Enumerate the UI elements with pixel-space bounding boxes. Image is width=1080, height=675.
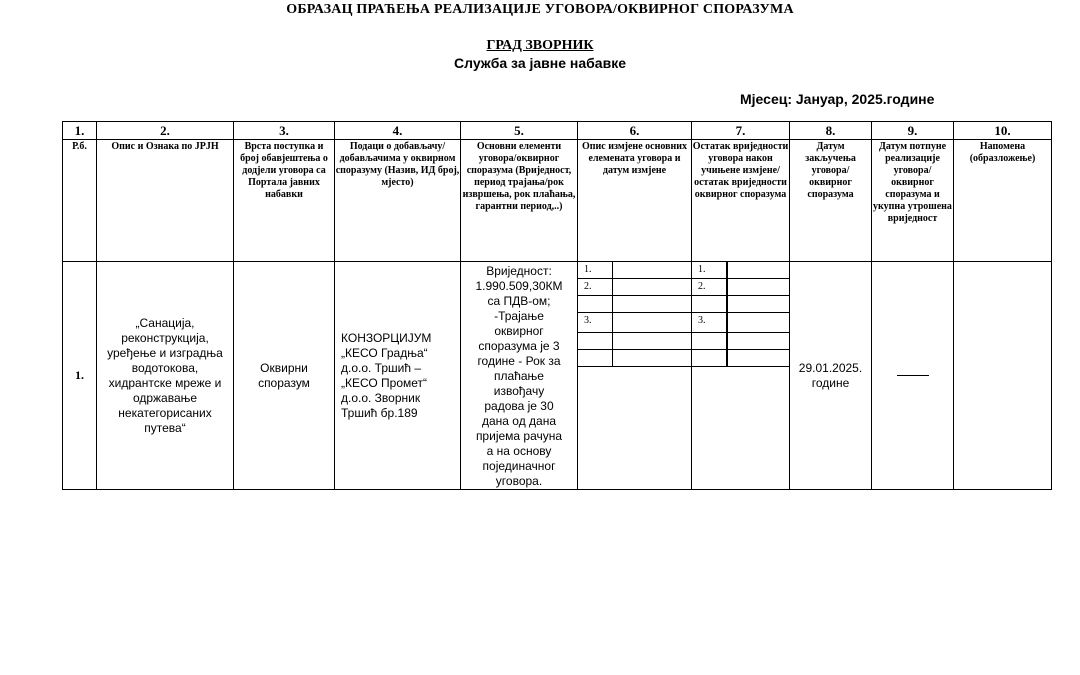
changes-subtable bbox=[578, 262, 691, 367]
header-changes: Опис измјене основних елемената уговора и датум измјене bbox=[578, 140, 692, 262]
column-number: 6. bbox=[578, 122, 692, 140]
column-number-row bbox=[63, 122, 1052, 140]
remainder-item-label: 2. bbox=[692, 279, 727, 296]
column-number: 2. bbox=[97, 122, 234, 140]
header-supplier: Подаци о добављачу/ добављачима у оквирном споразуму (Назив, ИД број, мјесто) bbox=[335, 140, 461, 262]
column-number: 7. bbox=[692, 122, 790, 140]
column-number: 9. bbox=[872, 122, 954, 140]
header-rb: Р.б. bbox=[63, 140, 97, 262]
city-name: ГРАД ЗВОРНИК bbox=[486, 38, 594, 53]
change-item-label bbox=[578, 350, 613, 367]
change-item-label: 3. bbox=[578, 313, 613, 333]
remainder-item-label bbox=[692, 350, 727, 367]
row-elements: Вриједност: 1.990.509,30КМ са ПДВ-ом; -Трајање оквирног споразума је 3 године - Рок за плаћање извођачу радова је 30 дана од дана пријема рачуна а на основу појединачног уговора. bbox=[461, 262, 578, 490]
change-item-label: 1. bbox=[578, 262, 613, 279]
header-elements: Основни елементи уговора/оквирног споразума (Вриједност, период трајања/рок извршења, рок плаћања, гарантни период,..) bbox=[461, 140, 578, 262]
remainder-item-label: 1. bbox=[692, 262, 727, 279]
change-item-label: 2. bbox=[578, 279, 613, 296]
row-remainder bbox=[692, 262, 790, 490]
column-number: 3. bbox=[234, 122, 335, 140]
column-number: 10. bbox=[954, 122, 1052, 140]
remainder-item-label bbox=[692, 333, 727, 350]
row-description: „Санација, реконструкција, уређење и изградња водотокова, хидрантске мреже и одржавање некатегорисаних путева“ bbox=[97, 262, 234, 490]
month-label: Мјесец: Јануар, 2025.године bbox=[740, 91, 935, 107]
remainder-item-label bbox=[692, 296, 727, 313]
change-item-label bbox=[578, 333, 613, 350]
header-date-concluded: Датум закључења уговора/ оквирног споразума bbox=[790, 140, 872, 262]
header-description: Опис и Ознака по ЈРЈН bbox=[97, 140, 234, 262]
column-number: 8. bbox=[790, 122, 872, 140]
row-procedure: Оквирни споразум bbox=[234, 262, 335, 490]
row-note bbox=[954, 262, 1052, 490]
row-supplier: КОНЗОРЦИЈУМ „КЕСО Градња“ д.о.о. Тршић – „КЕСО Промет“ д.о.о. Зворник Тршић бр.189 bbox=[335, 262, 461, 490]
remainder-item-label: 3. bbox=[692, 313, 727, 333]
header-procedure: Врста поступка и број обавјештења о додјели уговора са Портала јавних набавки bbox=[234, 140, 335, 262]
remainder-subtable bbox=[692, 262, 789, 367]
row-number: 1. bbox=[63, 262, 97, 490]
header-remainder: Остатак вриједности уговора након учињене измјене/остатак вриједности оквирног споразума bbox=[692, 140, 790, 262]
change-item-label bbox=[578, 296, 613, 313]
service-name: Служба за јавне набавке bbox=[454, 55, 626, 71]
row-changes bbox=[578, 262, 692, 490]
header-date-completed: Датум потпуне реализације уговора/ оквирног споразума и укупна утрошена вриједност bbox=[872, 140, 954, 262]
form-title: ОБРАЗАЦ ПРАЋЕЊА РЕАЛИЗАЦИЈЕ УГОВОРА/ОКВИРНОГ СПОРАЗУМА bbox=[286, 2, 794, 17]
column-number: 1. bbox=[63, 122, 97, 140]
column-header-row bbox=[63, 140, 1052, 262]
table-row bbox=[63, 262, 1052, 490]
row-date-concluded: 29.01.2025. године bbox=[790, 262, 872, 490]
column-number: 4. bbox=[335, 122, 461, 140]
column-number: 5. bbox=[461, 122, 578, 140]
empty-value-dash bbox=[897, 375, 929, 376]
header-note: Напомена (образложење) bbox=[954, 140, 1052, 262]
row-date-completed bbox=[872, 262, 954, 490]
monitoring-table bbox=[62, 121, 1052, 490]
